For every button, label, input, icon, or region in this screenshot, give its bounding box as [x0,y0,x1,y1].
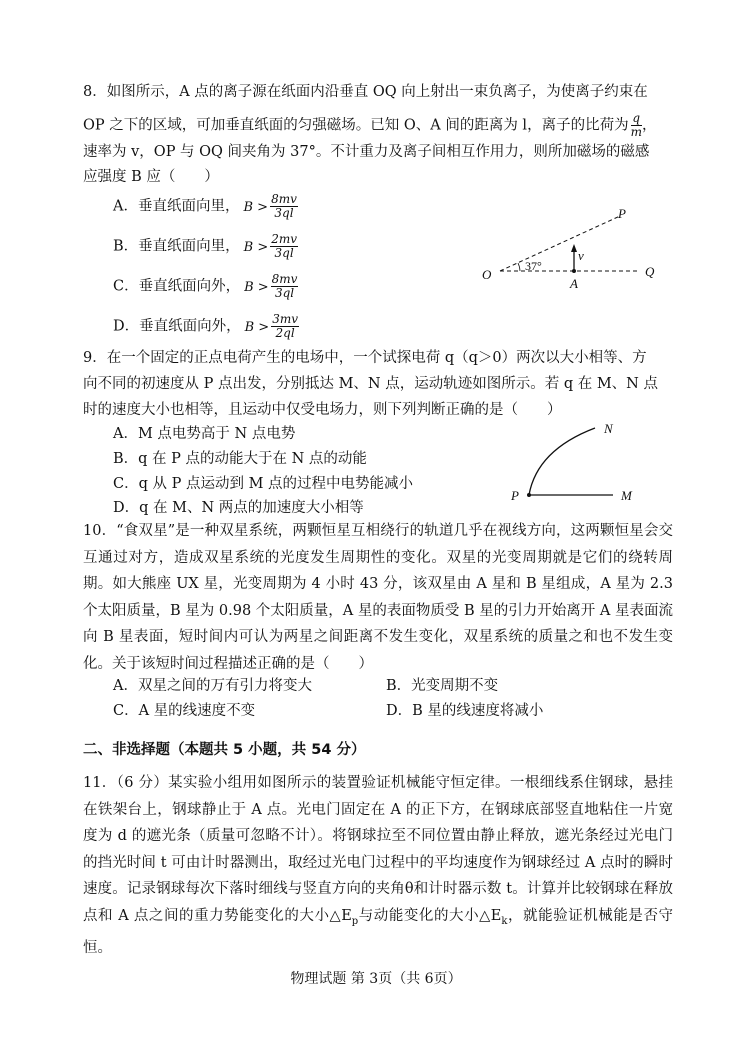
q8-option-d-ineq: B > [244,319,270,335]
q10-option-a: A．双星之间的万有引力将变大 [113,678,312,694]
q10-option-d: D．B 星的线速度将减小 [386,703,544,719]
q11-end: ，就能验证机械能是否守恒。 [83,907,673,957]
q9-line-1: 9．在一个固定的正点电荷产生的电场中，一个试探电荷 q（q＞0）两次以大小相等、方 [83,350,647,366]
q8-line-3: 速率为 v，OP 与 OQ 间夹角为 37°。不计重力及离子间相互作用力，则所加磁场的磁感 [83,144,650,160]
q8-option-d [113,313,299,340]
label-angle: 37° [525,259,542,273]
charge-mass-ratio [631,112,642,139]
label-v: v [578,248,584,263]
q8-option-c-label: C．垂直纸面向外， [113,278,241,295]
q8-line-2 [83,112,656,139]
q11-mid: 与动能变化的大小△E [358,907,502,924]
q8-option-d-frac [271,313,299,340]
q11-body: 11．（6 分）某实验小组用如图所示的装置验证机械能守恒定律。一根细线系住钢球，悬挂在铁架台上，钢球静止于 A 点。光电门固定在 A 的正下方，在钢球底部竖直地粘住一片宽度为 d 的遮光条（质量可忽略不计）。将钢球拉至不同位置由静止释放，遮光条经过光电门的挡光时间 t 可由计时器测出，取经过光电门过程中的平均速度作为钢球经过 A 点时的瞬时速度。记录钢球每次下落时细线与竖直方向的夹角θ和计时器示数 t。计算并比较钢球在释放点和 A 点之间的重力势能变化的大小△E [83,775,673,924]
page-footer: 物理试题 第 3页（共 6页） [290,971,462,987]
q10-text: 10．“食双星”是一种双星系统，两颗恒星互相绕行的轨道几乎在视线方向，这两颗恒星会交互通过对方，造成双星系统的光度发生周期性的变化。双星的光变周期就是它们的绕转周期。如大熊座 UX 星，光变周期为 4 小时 43 分，该双星由 A 星和 B 星组成，A 星为 2.3 个太阳质量，B 星为 0.98 个太阳质量，A 星的表面物质受 B 星的引力开始离开 A 星表面流向 B 星表面，短时间内可认为两星之间距离不发生变化，双星系统的质量之和也不发生变化。关于该短时间过程描述正确的是（ ） [83,523,673,672]
point-a [572,269,576,273]
label-o: O [482,267,492,282]
label-p9: P [511,488,519,503]
q8-option-b-frac [270,233,298,260]
ratio-numerator: q [632,111,641,125]
velocity-arrowhead [571,244,577,252]
q8-option-b [113,233,298,260]
label-m: M [621,488,632,503]
q8-option-d-label: D．垂直纸面向外， [113,318,241,335]
q8-option-a-label: A．垂直纸面向里， [113,198,240,215]
q8-line-4: 应强度 B 应（ ） [83,169,219,185]
q8-option-a-den: 3ql [274,206,294,220]
ray-op [500,216,620,271]
q8-option-d-num: 3mv [272,312,298,326]
q8-option-d-den: 2ql [275,326,295,340]
label-p: P [618,206,626,221]
q8-option-c-frac [271,273,299,300]
q8-option-c-ineq: B > [244,279,269,295]
q8-option-a-num: 8mv [271,192,297,206]
q8-line-1: 8．如图所示，A 点的离子源在纸面内沿垂直 OQ 向上射出一束负离子，为使离子约束在 [83,84,648,100]
q8-option-b-ineq: B > [243,239,269,255]
q8-option-c-den: 3ql [274,286,295,300]
q8-line-2-end: ， [641,117,657,134]
q10-option-b: B．光变周期不变 [386,678,499,694]
q8-option-b-label: B．垂直纸面向里， [113,238,240,255]
section-heading: 二、非选择题（本题共 5 小题，共 54 分） [83,742,366,758]
label-q: Q [645,264,655,279]
q9-line-2: 向不同的初速度从 P 点出发，分别抵达 M、N 点，运动轨迹如图所示。若 q 在 M、N 点 [83,376,658,392]
q8-option-c-num: 8mv [271,272,298,286]
angle-arc [518,263,520,271]
q9-figure [505,415,645,510]
ep-subscript: p [351,915,359,927]
q8-figure [470,200,670,300]
label-a: A [570,276,578,291]
q8-option-a-frac [270,193,298,220]
q8-option-c [113,273,298,300]
ek-subscript: k [501,915,508,927]
q9-option-d: D．q 在 M、N 两点的加速度大小相等 [113,500,364,516]
q10-option-c: C．A 星的线速度不变 [113,703,256,719]
q9-option-b: B．q 在 P 点的动能大于在 N 点的动能 [113,451,367,467]
q8-option-b-num: 2mv [271,232,298,246]
trajectory-pn [529,428,595,495]
point-p [527,493,531,497]
q9-line-3: 时的速度大小也相等，且运动中仅受电场力，则下列判断正确的是（ ） [83,402,562,418]
q11-text [83,770,673,962]
q8-option-a-ineq: B > [243,199,269,215]
ratio-denominator: m [630,125,642,139]
q9-option-c: C．q 从 P 点运动到 M 点的过程中电势能减小 [113,476,414,492]
q8-option-a [113,193,298,220]
q8-line-2-text: OP 之下的区域，可加垂直纸面的匀强磁场。已知 O、A 间的距离为 l，离子的比荷为 [83,117,629,134]
label-n: N [604,421,613,436]
q9-option-a: A．M 点电势高于 N 点电势 [113,426,296,442]
q8-option-b-den: 3ql [274,246,294,260]
